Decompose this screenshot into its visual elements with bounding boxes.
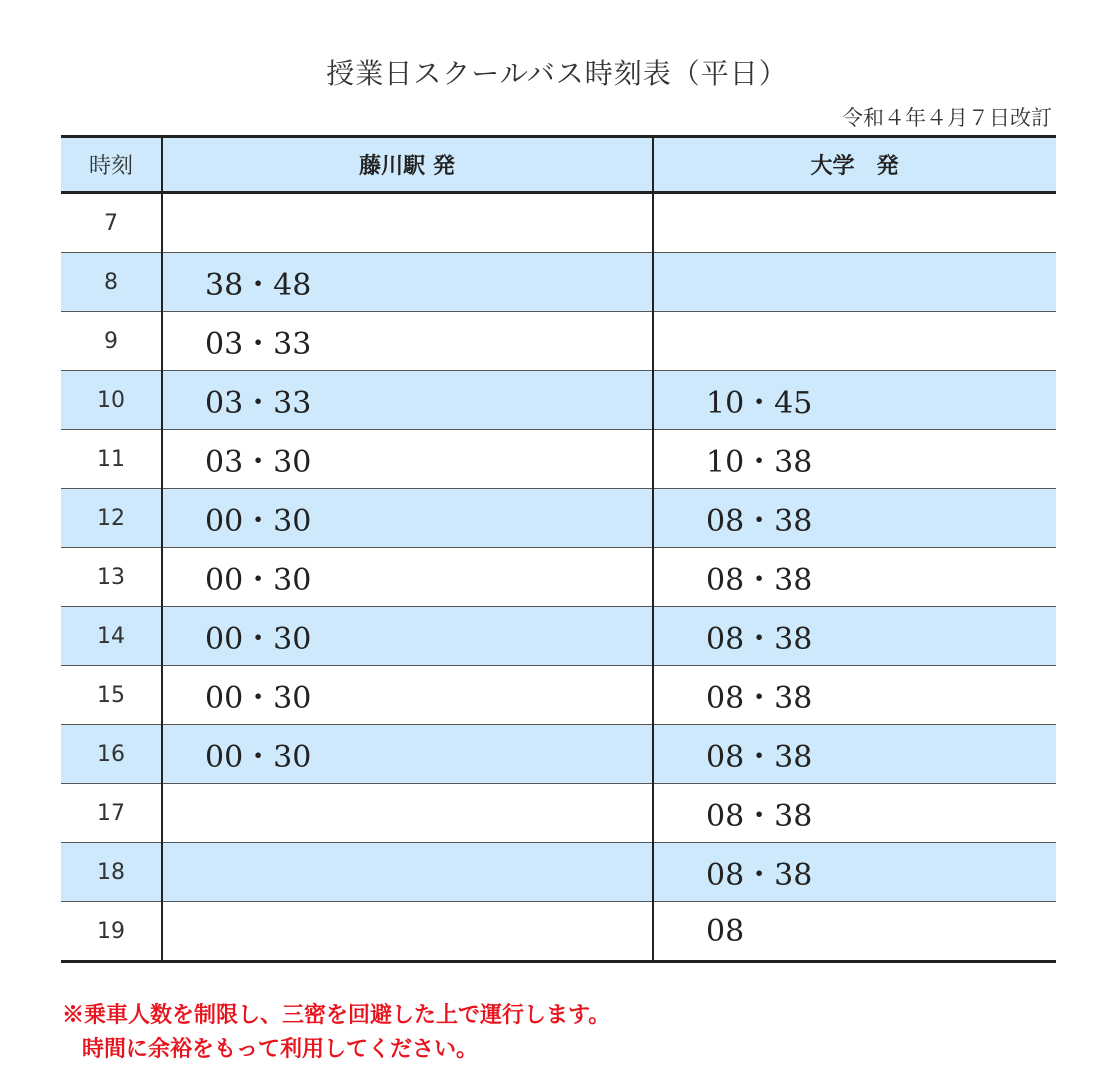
university-times: 08・38 (653, 489, 1056, 548)
fujisawa-times: 00・30 (162, 548, 653, 607)
table-row (61, 312, 1056, 371)
hour-cell: 14 (61, 607, 162, 666)
revision-date: 令和４年４月７日改訂 (842, 106, 1052, 130)
hour-cell: 9 (61, 312, 162, 371)
table-row (61, 371, 1056, 430)
hour-cell: 12 (61, 489, 162, 548)
fujisawa-times (162, 784, 653, 843)
hour-cell: 11 (61, 430, 162, 489)
table-row (61, 193, 1056, 253)
timetable (61, 135, 1056, 963)
university-times: 10・45 (653, 371, 1056, 430)
table-row (61, 666, 1056, 725)
table-row (61, 489, 1056, 548)
fujisawa-times: 00・30 (162, 725, 653, 784)
header-university-departure: 大学 発 (653, 137, 1056, 193)
table-row (61, 253, 1056, 312)
university-times (653, 193, 1056, 253)
hour-cell: 17 (61, 784, 162, 843)
fujisawa-times: 00・30 (162, 489, 653, 548)
timetable-header-row (61, 137, 1056, 193)
fujisawa-times (162, 902, 653, 962)
university-times: 08 (653, 902, 1056, 962)
university-times: 10・38 (653, 430, 1056, 489)
table-row (61, 430, 1056, 489)
university-times: 08・38 (653, 784, 1056, 843)
university-times (653, 253, 1056, 312)
hour-cell: 16 (61, 725, 162, 784)
table-row (61, 725, 1056, 784)
university-times: 08・38 (653, 607, 1056, 666)
header-fujisawa-departure: 藤川駅 発 (162, 137, 653, 193)
university-times: 08・38 (653, 666, 1056, 725)
notice-line-2: 時間に余裕をもって利用してください。 (82, 1036, 479, 1062)
hour-cell: 19 (61, 902, 162, 962)
table-row (61, 902, 1056, 962)
hour-cell: 7 (61, 193, 162, 253)
table-row (61, 607, 1056, 666)
hour-cell: 8 (61, 253, 162, 312)
fujisawa-times: 03・33 (162, 312, 653, 371)
fujisawa-times (162, 843, 653, 902)
page-title: 授業日スクールバス時刻表（平日） (326, 57, 788, 90)
table-row (61, 548, 1056, 607)
header-hour: 時刻 (61, 137, 162, 193)
fujisawa-times: 38・48 (162, 253, 653, 312)
notice (62, 998, 610, 1066)
fujisawa-times: 00・30 (162, 607, 653, 666)
fujisawa-times: 03・30 (162, 430, 653, 489)
hour-cell: 13 (61, 548, 162, 607)
hour-cell: 15 (61, 666, 162, 725)
hour-cell: 10 (61, 371, 162, 430)
fujisawa-times: 03・33 (162, 371, 653, 430)
table-row (61, 843, 1056, 902)
fujisawa-times: 00・30 (162, 666, 653, 725)
university-times: 08・38 (653, 725, 1056, 784)
table-row (61, 784, 1056, 843)
hour-cell: 18 (61, 843, 162, 902)
fujisawa-times (162, 193, 653, 253)
university-times (653, 312, 1056, 371)
notice-line-1: ※乗車人数を制限し、三密を回避した上で運行します。 (62, 1002, 611, 1028)
university-times: 08・38 (653, 548, 1056, 607)
university-times: 08・38 (653, 843, 1056, 902)
